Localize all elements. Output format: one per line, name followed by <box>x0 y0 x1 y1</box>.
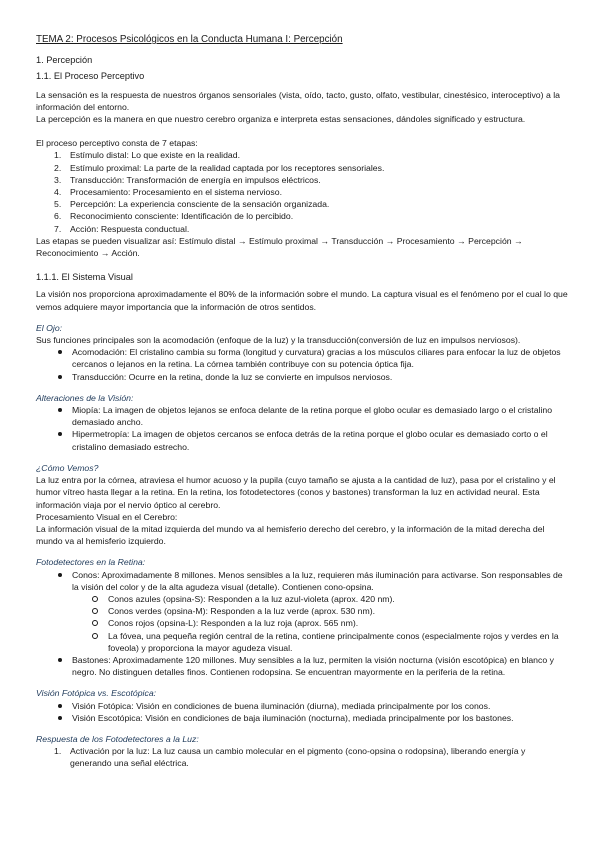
list-item: 1. Activación por la luz: La luz causa un cambio molecular en el pigmento (cono-opsina o rodopsina), liberando energía y generando una señal eléctrica. <box>54 746 526 769</box>
list-item: 4. Procesamiento: Procesamiento en el sistema nervioso. <box>54 187 282 198</box>
sub-bullet-icon <box>92 596 98 602</box>
list-item: 7. Acción: Respuesta conductual. <box>54 223 190 234</box>
bullet-icon <box>58 375 62 379</box>
list-item: Miopía: La imagen de objetos lejanos se enfoca delante de la retina porque el globo ocular es demasiado largo o el cristalino demasiado ancho. <box>36 404 568 428</box>
bullet-icon <box>58 432 62 436</box>
list-item: Conos: Aproximadamente 8 millones. Menos sensibles a la luz, requieren más iluminación para activarse. Son responsables de la visión del color y de la alta agudeza visual (detalle). Contienen cono-opsina. Conos azules (opsina-S): Responden a la luz azul-violeta (aprox. 420 nm). Conos verdes (opsina-M): Responden a la luz verde (aprox. 530 nm). Conos rojos (opsina-L): Responden a la luz roja (aprox. 565 nm). La fóvea, una pequeña región central de la retina, contiene principalmente conos (especialmente rojos y verdes en la foveola) y proporciona la mayor agudeza visual. <box>36 569 568 654</box>
steps-list <box>36 149 568 234</box>
list-item: Transducción: Ocurre en la retina, donde la luz se convierte en impulsos nerviosos. <box>36 371 568 383</box>
fotodetectores-heading: Fotodetectores en la Retina: <box>36 557 146 568</box>
list-item: Visión Escotópica: Visión en condiciones de baja iluminación (nocturna), mediada principalmente por los bastones. <box>36 712 568 724</box>
intro-paragraph-sensacion: La sensación es la respuesta de nuestros órganos sensoriales (vista, oído, tacto, gusto, olfato, vestibular, cinestésico, interoceptivo) a la información del entorno. <box>36 89 560 112</box>
bullet-icon <box>58 350 62 354</box>
fotodetectores-list <box>36 569 568 679</box>
como-vemos-paragraph: La luz entra por la córnea, atraviesa el humor acuoso y la pupila (cuyo tamaño se ajusta a la cantidad de luz), pasa por el cristalino y el humor vítreo hasta llegar a la retina. En la retina, los fotodetectores (conos y bastones) transforman la luz en actividad neural. Esta información viaja por el nervio óptico al cerebro. <box>36 475 556 510</box>
list-item: 6. Reconocimiento consciente: Identificación de lo percibido. <box>54 211 294 222</box>
ojo-list <box>36 346 568 383</box>
bullet-icon <box>58 408 62 412</box>
alteraciones-heading: Alteraciones de la Visión: <box>36 392 134 403</box>
alteraciones-list <box>36 404 568 453</box>
list-item: 2. Estímulo proximal: La parte de la realidad captada por los receptores sensoriales. <box>54 162 385 173</box>
list-item: Hipermetropía: La imagen de objetos cercanos se enfoca detrás de la retina porque el globo ocular es demasiado corto o el cristalino demasiado estrecho. <box>36 428 568 452</box>
vision-fotopica-list <box>36 700 568 724</box>
intro-paragraph-percepcion: La percepción es la manera en que nuestro cerebro organiza e interpreta estas sensaciones, dándoles significado y estructura. <box>36 114 526 125</box>
vision-intro-paragraph: La visión nos proporciona aproximadamente el 80% de la información sobre el mundo. La captura visual es el fenómeno por el cual lo que vemos adquiere mayor importancia que la información de otros sentidos. <box>36 289 568 312</box>
sub-bullet-icon <box>92 633 98 639</box>
sub-bullet-icon <box>92 608 98 614</box>
respuesta-list <box>36 745 568 769</box>
ojo-paragraph: Sus funciones principales son la acomodación (enfoque de la luz) y la transducción(conversión de luz en impulsos nerviosos). <box>36 335 521 346</box>
vision-fotopica-heading: Visión Fotópica vs. Escotópica: <box>36 688 157 699</box>
steps-intro: El proceso perceptivo consta de 7 etapas: <box>36 138 198 149</box>
list-item: 5. Percepción: La experiencia consciente de la sensación organizada. <box>54 199 330 210</box>
sub-bullet-icon <box>92 620 98 626</box>
list-item: Visión Fotópica: Visión en condiciones de buena iluminación (diurna), mediada principalmente por los conos. <box>36 700 568 712</box>
respuesta-heading: Respuesta de los Fotodetectores a la Luz: <box>36 733 199 744</box>
section-heading-proceso-perceptivo: 1.1. El Proceso Perceptivo <box>36 71 145 82</box>
list-item: Bastones: Aproximadamente 120 millones. Muy sensibles a la luz, permiten la visión nocturna (visión escotópica) en blanco y negro. No distinguen detalles finos. Contienen rodopsina. Se encuentran mayormente en la periferia de la retina. <box>36 654 568 678</box>
section-heading-sistema-visual: 1.1.1. El Sistema Visual <box>36 272 133 283</box>
procesamiento-visual-paragraph: La información visual de la mitad izquierda del mundo va al hemisferio derecho del cerebro, y la información de la mitad derecha del mundo va al hemisferio izquierdo. <box>36 523 545 547</box>
list-item: La fóvea, una pequeña región central de la retina, contiene principalmente conos (especialmente rojos y verdes en la foveola) y proporciona la mayor agudeza visual. <box>72 630 568 654</box>
conos-sublist <box>72 593 568 654</box>
bullet-icon <box>58 658 62 662</box>
steps-summary: Las etapas se pueden visualizar así: Estímulo distal → Estímulo proximal → Transducción → Procesamiento → Percepción → Reconocimiento → Acción. <box>36 235 523 259</box>
bullet-icon <box>58 573 62 577</box>
ojo-heading: El Ojo: <box>36 322 63 333</box>
bullet-icon <box>58 704 62 708</box>
list-item: Conos verdes (opsina-M): Responden a la luz verde (aprox. 530 nm). <box>72 605 568 617</box>
list-item: Conos azules (opsina-S): Responden a la luz azul-violeta (aprox. 420 nm). <box>72 593 568 605</box>
list-item: 3. Transducción: Transformación de energía en impulsos eléctricos. <box>54 174 321 185</box>
list-item: Conos rojos (opsina-L): Responden a la luz roja (aprox. 565 nm). <box>72 617 568 629</box>
como-vemos-heading: ¿Cómo Vemos? <box>36 462 99 473</box>
list-item: Acomodación: El cristalino cambia su forma (longitud y curvatura) gracias a los músculos ciliares para enfocar la luz de objetos cercanos o lejanos en la retina. La córnea también contribuye con su potencia óptica fija. <box>36 346 568 370</box>
procesamiento-visual-heading: Procesamiento Visual en el Cerebro: <box>36 511 178 522</box>
bullet-icon <box>58 716 62 720</box>
document-title: TEMA 2: Procesos Psicológicos en la Conducta Humana I: Percepción <box>36 34 343 45</box>
list-item: 1. Estímulo distal: Lo que existe en la realidad. <box>54 150 240 161</box>
section-heading-percepcion: 1. Percepción <box>36 55 93 66</box>
document-page <box>36 34 568 770</box>
